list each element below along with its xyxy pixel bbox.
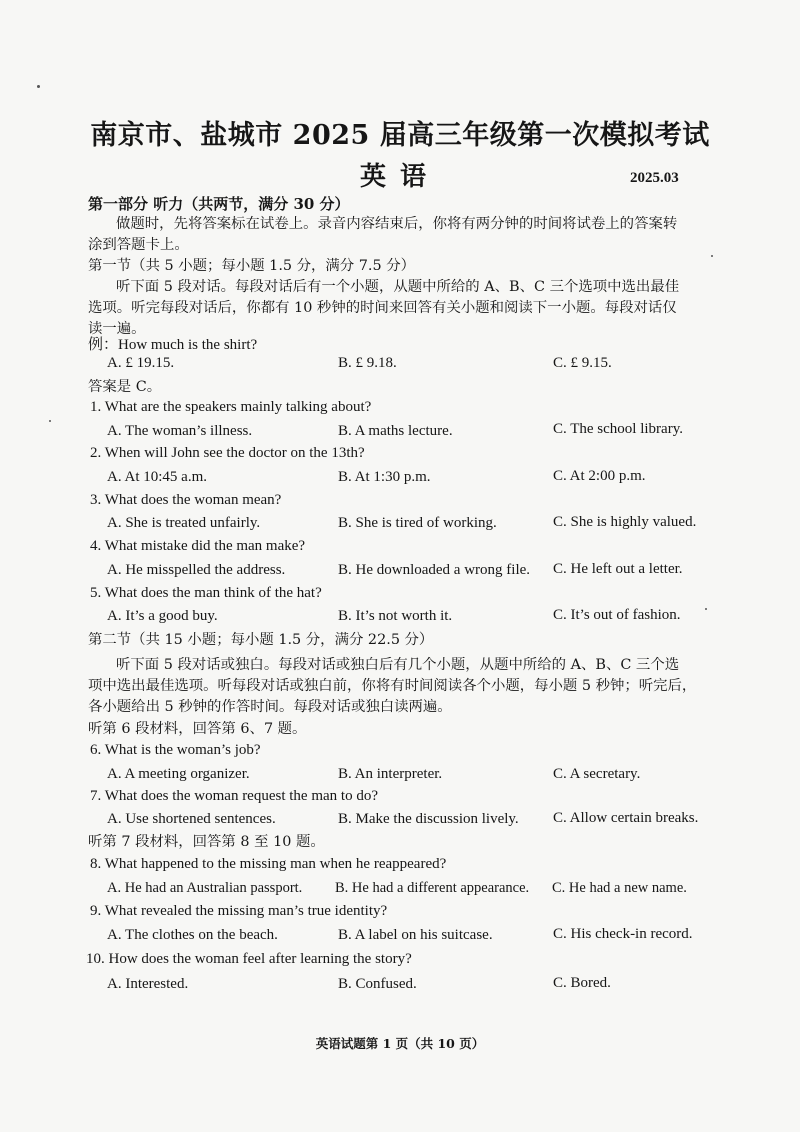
question-5: 5. What does the man think of the hat?: [90, 585, 322, 601]
q8-option-c: C. He had a new name.: [552, 880, 687, 896]
q10-option-c: C. Bored.: [553, 975, 611, 991]
question-7: 7. What does the woman request the man to do?: [90, 788, 378, 804]
q6-option-b: B. An interpreter.: [338, 766, 443, 782]
section2-heading: 第二节（共 15 小题；每小题 1.5 分，满分 22.5 分）: [88, 632, 434, 648]
exam-date: 2025.03: [630, 170, 679, 186]
section1-instruction-line: 选项。听完每段对话后，你都有 10 秒钟的时间来回答有关小题和阅读下一小题。每段对话仅: [88, 300, 677, 316]
section2-instruction-line: 听下面 5 段对话或独白。每段对话或独白后有几个小题，从题中所给的 A、B、C 三个选: [116, 657, 680, 673]
question-8: 8. What happened to the missing man when he reappeared?: [90, 856, 447, 872]
question-3: 3. What does the woman mean?: [90, 492, 282, 508]
question-1: 1. What are the speakers mainly talking about?: [90, 399, 372, 415]
question-9: 9. What revealed the missing man’s true identity?: [90, 903, 388, 919]
q2-option-c: C. At 2:00 p.m.: [553, 468, 646, 484]
q3-option-b: B. She is tired of working.: [338, 515, 497, 531]
section2-instruction-line: 项中选出最佳选项。听每段对话或独白前，你将有时间阅读各个小题，每小题 5 秒钟；听完后，: [88, 678, 697, 694]
q9-option-a: A. The clothes on the beach.: [107, 927, 278, 943]
question-4: 4. What mistake did the man make?: [90, 538, 306, 554]
q9-option-b: B. A label on his suitcase.: [338, 927, 493, 943]
example-question: 例：How much is the shirt?: [88, 337, 258, 353]
q3-option-a: A. She is treated unfairly.: [107, 515, 261, 531]
part1-instruction-line: 做题时，先将答案标在试卷上。录音内容结束后，你将有两分钟的时间将试卷上的答案转: [116, 216, 678, 232]
q4-option-b: B. He downloaded a wrong file.: [338, 562, 531, 578]
q5-option-a: A. It’s a good buy.: [107, 608, 218, 624]
q8-option-b: B. He had a different appearance.: [335, 880, 530, 896]
example-answer: 答案是 C。: [88, 379, 162, 395]
q2-option-b: B. At 1:30 p.m.: [338, 469, 431, 485]
question-6: 6. What is the woman’s job?: [90, 742, 261, 758]
q1-option-a: A. The woman’s illness.: [107, 423, 253, 439]
question-2: 2. When will John see the doctor on the 13th?: [90, 445, 365, 461]
q10-option-b: B. Confused.: [338, 976, 417, 992]
section1-instruction-line: 读一遍。: [88, 321, 146, 337]
part1-instruction-line: 涂到答题卡上。: [88, 237, 189, 253]
group-intro: 听第 6 段材料，回答第 6、7 题。: [88, 721, 307, 737]
q7-option-b: B. Make the discussion lively.: [338, 811, 519, 827]
scan-speck: [711, 255, 713, 257]
q7-option-a: A. Use shortened sentences.: [107, 811, 276, 827]
q10-option-a: A. Interested.: [107, 976, 189, 992]
q5-option-b: B. It’s not worth it.: [338, 608, 453, 624]
scan-speck: [49, 420, 51, 422]
scan-speck: [37, 85, 40, 88]
q6-option-c: C. A secretary.: [553, 766, 641, 782]
example-option-b: B. £ 9.18.: [338, 355, 397, 371]
subject-title: 英语: [359, 162, 440, 192]
page-footer: 英语试题第 1 页（共 10 页）: [315, 1036, 485, 1051]
q1-option-c: C. The school library.: [553, 421, 683, 437]
section2-instruction-line: 各小题给出 5 秒钟的作答时间。每段对话或独白读两遍。: [88, 699, 452, 715]
question-10: 10. How does the woman feel after learning the story?: [86, 951, 412, 967]
part1-heading: 第一部分 听力（共两节，满分 30 分）: [88, 195, 350, 213]
q5-option-c: C. It’s out of fashion.: [553, 607, 681, 623]
q7-option-c: C. Allow certain breaks.: [553, 810, 699, 826]
exam-title: 南京市、盐城市 2025 届高三年级第一次模拟考试: [90, 120, 710, 151]
q8-option-a: A. He had an Australian passport.: [107, 880, 303, 896]
q2-option-a: A. At 10:45 a.m.: [107, 469, 207, 485]
group-intro: 听第 7 段材料，回答第 8 至 10 题。: [88, 834, 325, 850]
q4-option-a: A. He misspelled the address.: [107, 562, 286, 578]
q4-option-c: C. He left out a letter.: [553, 561, 683, 577]
q9-option-c: C. His check-in record.: [553, 926, 693, 942]
q6-option-a: A. A meeting organizer.: [107, 766, 250, 782]
section1-instruction-line: 听下面 5 段对话。每段对话后有一个小题，从题中所给的 A、B、C 三个选项中选出最佳: [116, 279, 680, 295]
q1-option-b: B. A maths lecture.: [338, 423, 453, 439]
q3-option-c: C. She is highly valued.: [553, 514, 697, 530]
example-option-a: A. £ 19.15.: [107, 355, 175, 371]
scan-speck: [705, 608, 707, 610]
example-option-c: C. £ 9.15.: [553, 355, 612, 371]
section1-heading: 第一节（共 5 小题；每小题 1.5 分，满分 7.5 分）: [88, 258, 416, 274]
